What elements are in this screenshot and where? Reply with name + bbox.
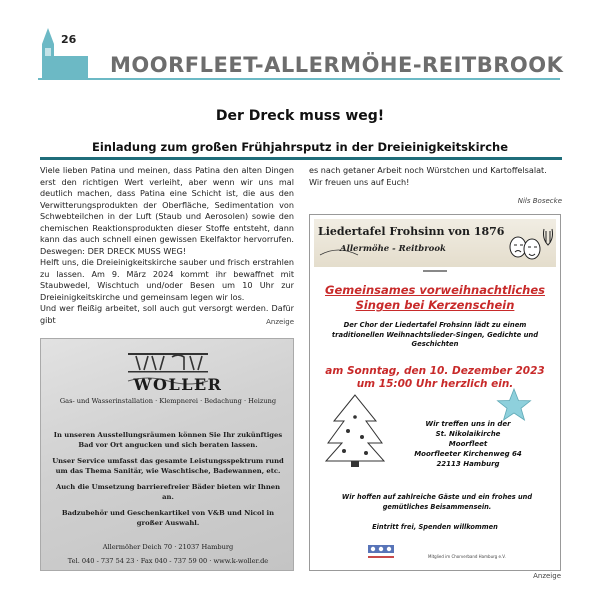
header-divider: [38, 78, 560, 80]
chorverband-logo-icon: [364, 541, 398, 563]
event-headline: Gemeinsames vorweihnachtliches Singen bei Kerzenschein: [325, 283, 545, 312]
christmas-tree-icon: [324, 391, 386, 469]
choir-name: Liedertafel Frohsinn von 1876: [318, 225, 505, 238]
article-divider: [40, 157, 562, 160]
ad-label: Anzeige: [266, 318, 294, 326]
venue-line: Moorfleet: [448, 440, 488, 448]
ad-label: Anzeige: [533, 572, 561, 580]
woller-text: [49, 431, 287, 535]
woller-paragraph: In unseren Ausstellungsräumen können Sie Ihr zukünftiges Bad vor Ort angucken und sich beraten lassen.: [53, 431, 283, 449]
woller-paragraph: Unser Service umfasst das gesamte Leistungsspektrum rund um das Thema Sanitär, wie Waschtische, Badewannen, etc.: [52, 457, 284, 475]
article-paragraph: Viele lieben Patina und meinen, dass Patina den alten Dingen erst den richtigen Wert verleiht, aber wenn wir uns mal deutlich machen, dass Patina eine Schicht ist, die aus den Verwitterungsprodukten der Oberfläche, Sedimentation von Schwebteilchen in der Luft (Staub und Aerosolen) sowie den chemischen Reaktionsprodukten dieser Stoffe entsteht, dann kann das auch schnell einen gewissen Ekelfaktor hervorrufen. Deswegen: DER DRECK MUSS WEG!: [40, 165, 294, 256]
woller-contact: Tel. 040 - 737 54 23 · Fax 040 - 737 59 00 · www.k-woller.de: [67, 557, 269, 565]
venue-line: St. Nikolaikirche: [435, 430, 501, 438]
event-description: Der Chor der Liedertafel Frohsinn lädt zu einem traditionellen Weihnachtslieder-Singen, Gedichte und Geschichten: [331, 321, 539, 348]
woller-services: Gas- und Wasserinstallation · Klempnerei · Bedachung · Heizung: [59, 397, 277, 405]
event-venue: [398, 419, 538, 469]
event-closing: Wir hoffen auf zahlreiche Gäste und ein frohes und gemütliches Beisammensein.: [341, 493, 533, 511]
small-logo-icon: [405, 267, 465, 275]
venue-line: 22113 Hamburg: [436, 460, 500, 468]
woller-paragraph: Badzubehör und Geschenkartikel von V&B und Nicol in großer Auswahl.: [61, 509, 275, 527]
article-right-column: [309, 165, 561, 188]
woller-advertisement: [40, 338, 294, 571]
article-title: Der Dreck muss weg!: [215, 108, 385, 124]
page-number: 26: [61, 33, 77, 46]
venue-line: Wir treffen uns in der: [425, 420, 511, 428]
theater-masks-lyre-icon: [506, 223, 556, 263]
article-paragraph: Und wer fleißig arbeitet, soll auch gut versorgt werden. Dafür gibt: [40, 303, 294, 325]
article-left-column: [40, 165, 294, 326]
event-date-line: am Sonntag, den 10. Dezember 2023: [325, 365, 545, 377]
venue-line: Moorfleeter Kirchenweg 64: [414, 450, 522, 458]
liedertafel-advertisement: [309, 214, 561, 571]
article-author: Nils Bosecke: [517, 197, 562, 205]
article-paragraph: Helft uns, die Dreieinigkeitskirche sauber und frisch erstrahlen zu lassen. Am 9. März 2024 kommt ihr bewaffnet mit Staubwedel, Wischtuch und/oder Besen um 10 Uhr zur Dreieinigkeitskirche und gemeinsam legen wir los.: [40, 257, 294, 302]
woller-name: WOLLER: [133, 375, 223, 394]
choir-location: Allermöhe - Reitbrook: [340, 244, 446, 254]
star-icon: [496, 387, 532, 423]
event-time-line: um 15:00 Uhr herzlich ein.: [356, 378, 514, 390]
woller-address: Allermöher Deich 70 · 21037 Hamburg: [102, 543, 234, 551]
woller-paragraph: Auch die Umsetzung barrierefreier Bäder bieten wir Ihnen an.: [55, 483, 281, 501]
event-footnote: Mitglied im Chorverband Hamburg e.V.: [428, 554, 506, 559]
article-paragraph: es nach getaner Arbeit noch Würstchen und Kartoffelsalat. Wir freuen uns auf Euch!: [309, 165, 547, 187]
event-entry: Eintritt frei, Spenden willkommen: [372, 523, 498, 531]
section-title: MOORFLEET-ALLERMÖHE-REITBROOK: [110, 53, 564, 77]
article-subtitle: Einladung zum großen Frühjahrsputz in der Dreieinigkeitskirche: [91, 140, 509, 154]
